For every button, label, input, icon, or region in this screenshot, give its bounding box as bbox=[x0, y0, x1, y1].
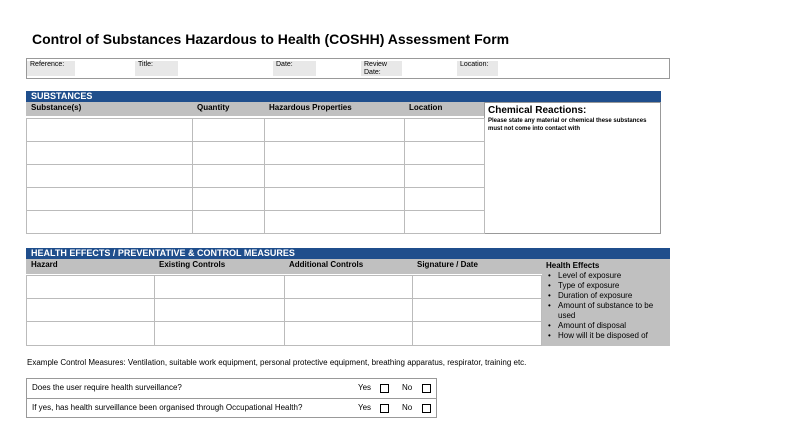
signature-date-cell[interactable] bbox=[412, 298, 542, 322]
chemical-reactions-desc: Please state any material or chemical these substances must not come into contact with bbox=[488, 118, 647, 132]
substance-cell[interactable] bbox=[26, 118, 193, 142]
question-row bbox=[27, 399, 436, 418]
question-text: Does the user require health surveillance? bbox=[32, 383, 182, 392]
health-effects-box bbox=[542, 259, 670, 346]
substance-cell[interactable] bbox=[26, 210, 193, 234]
yes-label: Yes bbox=[358, 403, 372, 412]
location-cell[interactable] bbox=[404, 141, 485, 165]
location-label: Location: bbox=[457, 61, 498, 76]
health-surveillance-box bbox=[26, 378, 437, 418]
existing-controls-cell[interactable] bbox=[154, 275, 285, 299]
hazard-prop-cell[interactable] bbox=[264, 141, 405, 165]
no-label: No bbox=[402, 403, 413, 412]
title-field[interactable] bbox=[178, 59, 273, 78]
substance-cell[interactable] bbox=[26, 141, 193, 165]
additional-controls-cell[interactable] bbox=[284, 321, 413, 346]
health-band: HEALTH EFFECTS / PREVENTATIVE & CONTROL MEASURES bbox=[26, 248, 670, 259]
yes-checkbox[interactable] bbox=[380, 404, 389, 413]
location-cell[interactable] bbox=[404, 210, 485, 234]
date-label: Date: bbox=[273, 61, 316, 76]
additional-controls-cell[interactable] bbox=[284, 275, 413, 299]
question-text: If yes, has health surveillance been organised through Occupational Health? bbox=[32, 403, 303, 412]
reference-label: Reference: bbox=[27, 61, 75, 76]
chemical-reactions-box[interactable] bbox=[484, 102, 661, 234]
list-item: • Duration of exposure bbox=[554, 291, 666, 301]
hazard-cell[interactable] bbox=[26, 298, 155, 322]
location-cell[interactable] bbox=[404, 118, 485, 142]
list-item: • Level of exposure bbox=[554, 271, 666, 281]
signature-date-cell[interactable] bbox=[412, 275, 542, 299]
list-item: • Amount of substance to be used bbox=[554, 301, 666, 321]
col-quantity: Quantity bbox=[192, 102, 264, 116]
chemical-reactions-title: Chemical Reactions: bbox=[488, 105, 587, 116]
review-date-field[interactable] bbox=[402, 59, 457, 78]
list-item: • Type of exposure bbox=[554, 281, 666, 291]
date-field[interactable] bbox=[316, 59, 361, 78]
health-effects-title: Health Effects bbox=[546, 261, 600, 270]
page-title: Control of Substances Hazardous to Health (COSHH) Assessment Form bbox=[32, 31, 510, 47]
reference-field[interactable] bbox=[75, 59, 135, 78]
col-location: Location bbox=[404, 102, 484, 116]
quantity-cell[interactable] bbox=[192, 164, 265, 188]
question-row bbox=[27, 379, 436, 399]
substances-band: SUBSTANCES bbox=[26, 91, 661, 102]
no-label: No bbox=[402, 383, 413, 392]
no-checkbox[interactable] bbox=[422, 384, 431, 393]
health-effects-list bbox=[546, 271, 666, 341]
quantity-cell[interactable] bbox=[192, 187, 265, 211]
hazard-prop-cell[interactable] bbox=[264, 164, 405, 188]
no-checkbox[interactable] bbox=[422, 404, 431, 413]
col-signature-date: Signature / Date bbox=[412, 259, 542, 274]
hazard-cell[interactable] bbox=[26, 321, 155, 346]
title-label: Title: bbox=[135, 61, 178, 76]
yes-label: Yes bbox=[358, 383, 372, 392]
col-hazard: Hazard bbox=[26, 259, 154, 274]
hazard-prop-cell[interactable] bbox=[264, 118, 405, 142]
substance-cell[interactable] bbox=[26, 187, 193, 211]
col-additional-controls: Additional Controls bbox=[284, 259, 412, 274]
example-control-measures: Example Control Measures: Ventilation, suitable work equipment, personal protective equipment, breathing apparatus, respirator, training etc. bbox=[27, 358, 527, 367]
review-label-line2: Date: bbox=[364, 69, 381, 76]
col-hazardous-properties: Hazardous Properties bbox=[264, 102, 404, 116]
existing-controls-cell[interactable] bbox=[154, 298, 285, 322]
additional-controls-cell[interactable] bbox=[284, 298, 413, 322]
list-item: • How will it be disposed of bbox=[554, 331, 666, 341]
col-substances: Substance(s) bbox=[26, 102, 192, 116]
list-item: • Amount of disposal bbox=[554, 321, 666, 331]
location-cell[interactable] bbox=[404, 164, 485, 188]
existing-controls-cell[interactable] bbox=[154, 321, 285, 346]
quantity-cell[interactable] bbox=[192, 210, 265, 234]
substance-cell[interactable] bbox=[26, 164, 193, 188]
quantity-cell[interactable] bbox=[192, 118, 265, 142]
location-field[interactable] bbox=[498, 59, 668, 78]
hazard-prop-cell[interactable] bbox=[264, 210, 405, 234]
col-existing-controls: Existing Controls bbox=[154, 259, 284, 274]
quantity-cell[interactable] bbox=[192, 141, 265, 165]
signature-date-cell[interactable] bbox=[412, 321, 542, 346]
review-label-line1: Review bbox=[364, 61, 387, 68]
hazard-prop-cell[interactable] bbox=[264, 187, 405, 211]
reference-row bbox=[26, 58, 670, 79]
yes-checkbox[interactable] bbox=[380, 384, 389, 393]
location-cell[interactable] bbox=[404, 187, 485, 211]
review-date-label bbox=[361, 61, 402, 76]
hazard-cell[interactable] bbox=[26, 275, 155, 299]
